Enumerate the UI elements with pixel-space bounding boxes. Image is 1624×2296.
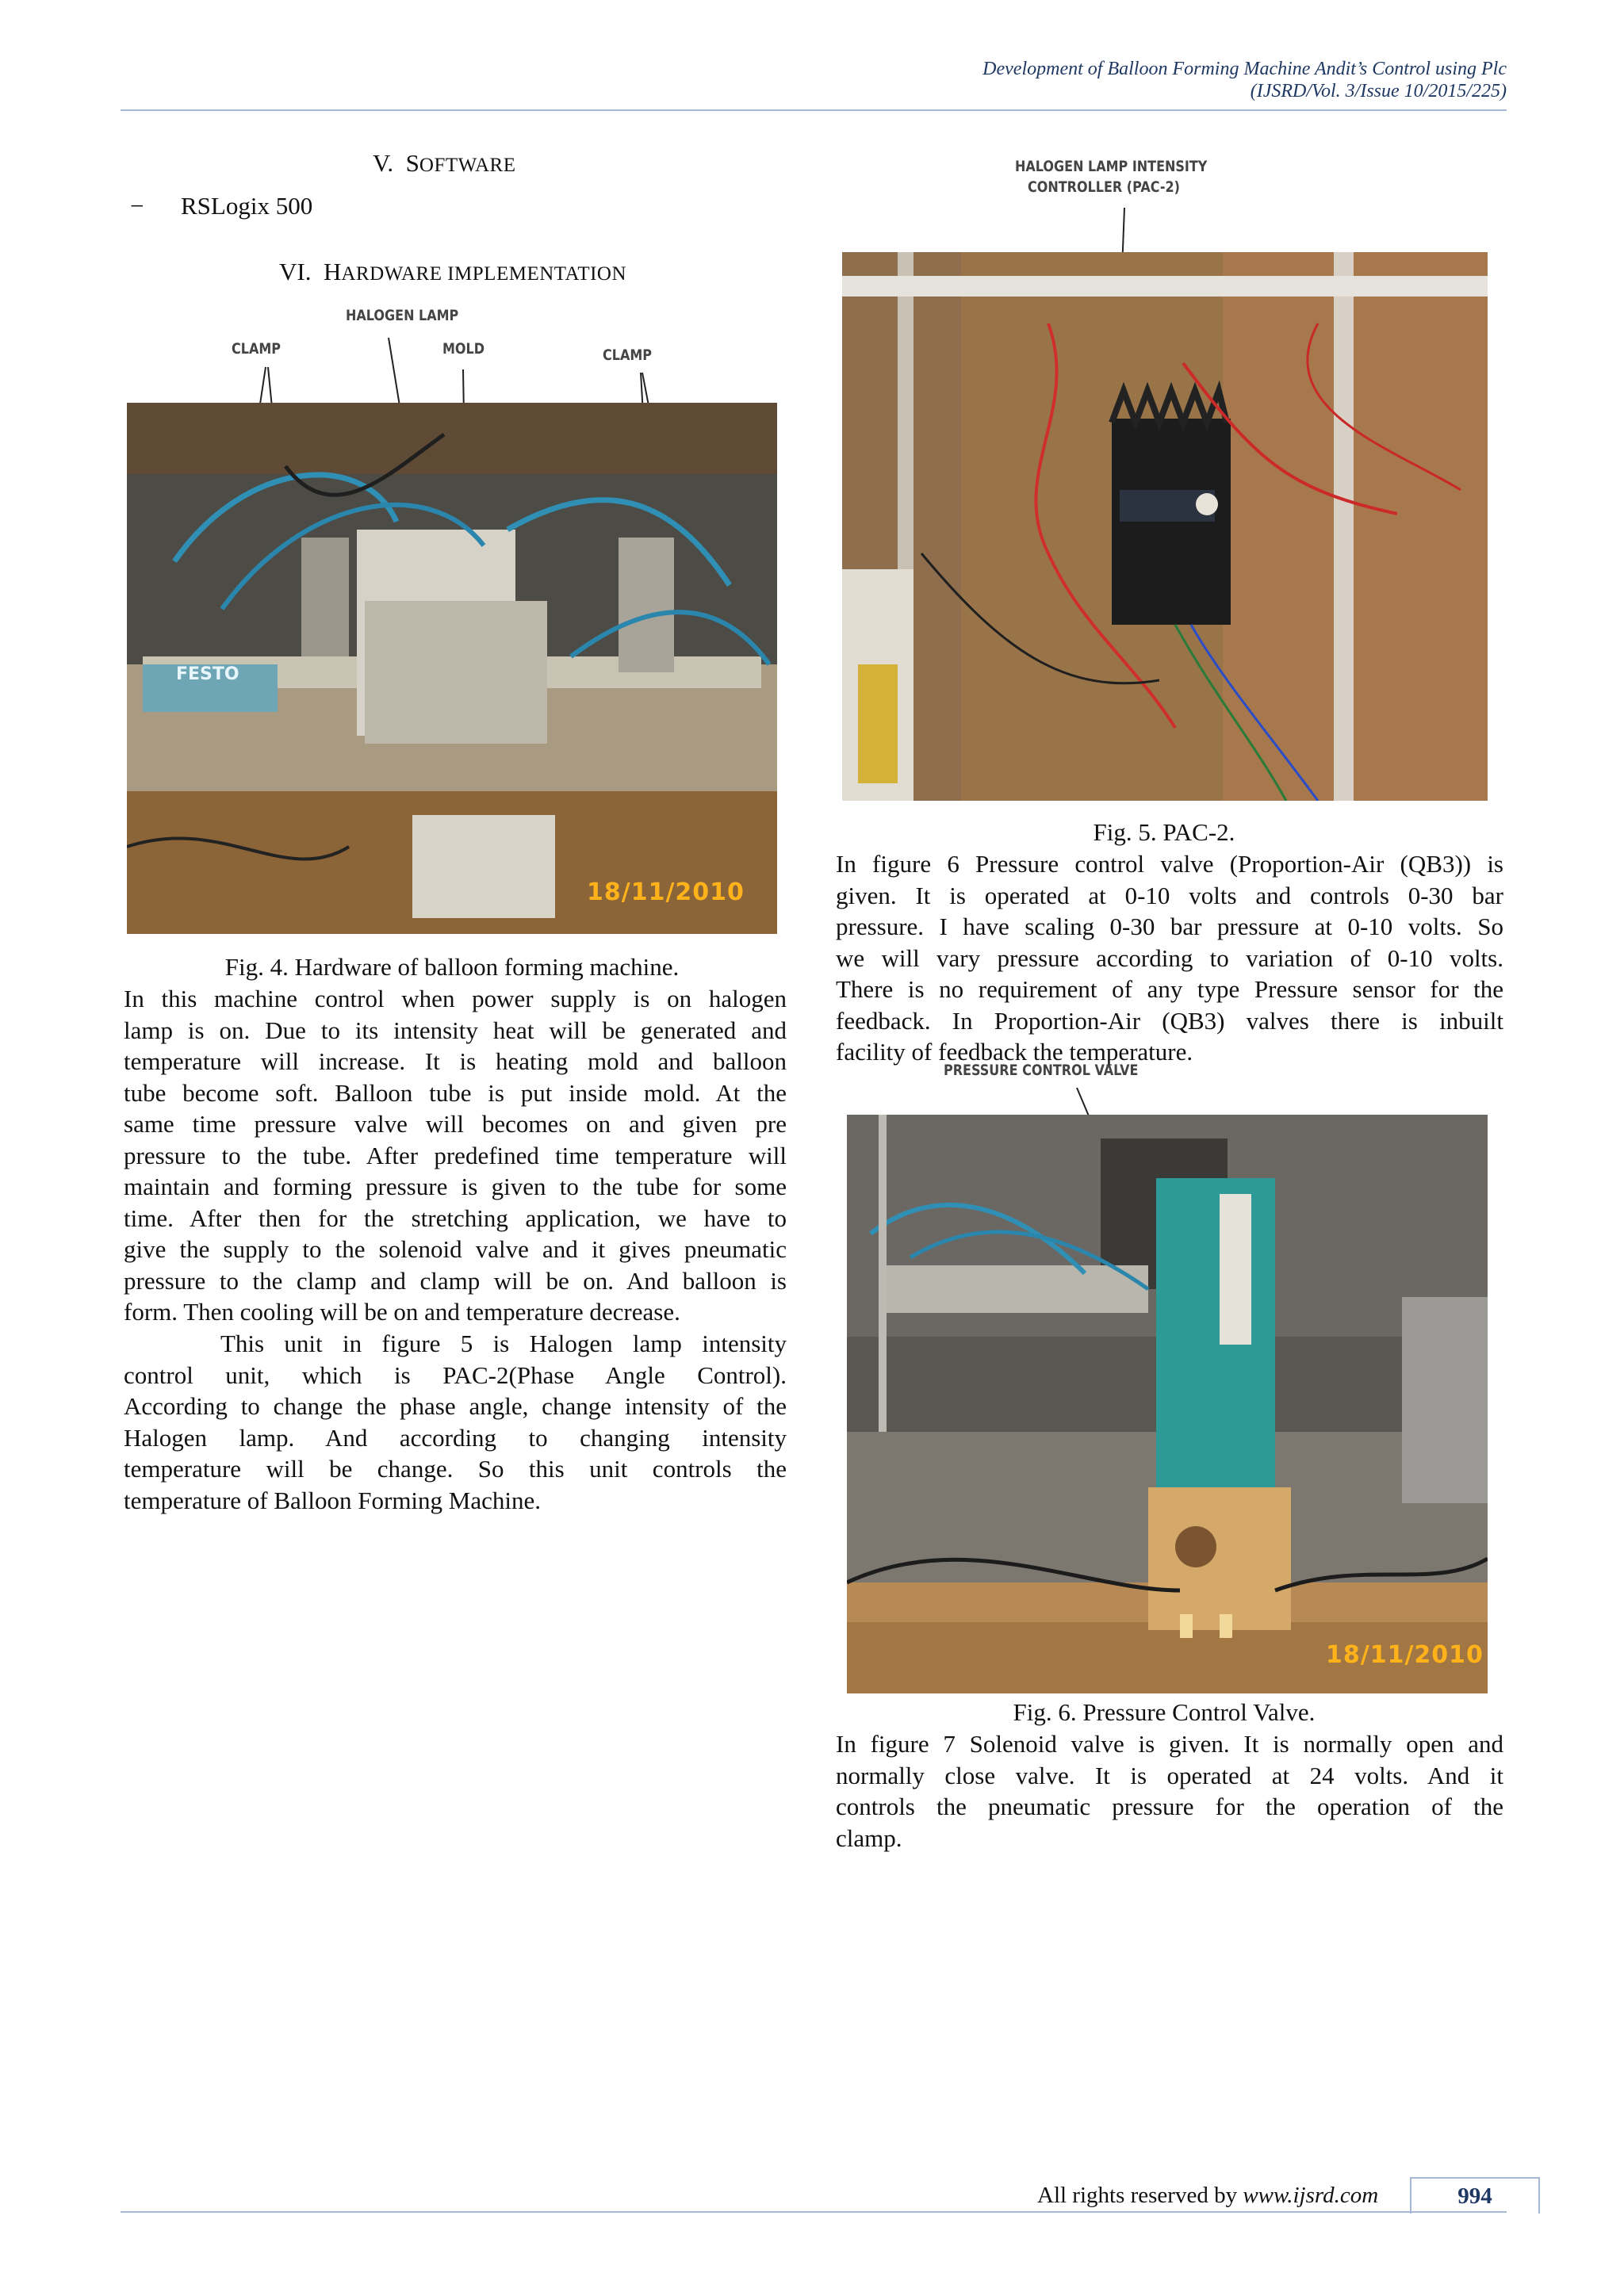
paragraph-halogen-unit xyxy=(124,1328,787,1516)
figure-4-caption: Fig. 4. Hardware of balloon forming machine. xyxy=(224,953,680,981)
figure-5 xyxy=(839,151,1489,801)
festo-label: FESTO xyxy=(176,664,239,684)
text-line: control unit, which is PAC-2(Phase Angle Control). xyxy=(124,1360,787,1389)
text-line: pressure to the tube. After predefined time temperature will xyxy=(124,1141,787,1169)
label-clamp-right: CLAMP xyxy=(603,346,652,364)
figure-6-caption: Fig. 6. Pressure Control Valve. xyxy=(1013,1698,1316,1726)
text-line: tube become soft. Balloon tube is put inside mold. At the xyxy=(124,1078,787,1107)
bullet-dash: − xyxy=(130,192,144,220)
text-line: In figure 6 Pressure control valve (Proportion-Air (QB3)) is xyxy=(836,850,1503,878)
label-clamp-left: CLAMP xyxy=(232,339,281,358)
text-line: temperature will be change. So this unit controls the xyxy=(124,1455,787,1483)
label-halogen-lamp: HALOGEN LAMP xyxy=(346,306,459,324)
text-line: There is no requirement of any type Pressure sensor for the xyxy=(836,975,1503,1003)
text-line: temperature will increase. It is heating mold and balloon xyxy=(124,1047,787,1075)
text-line: According to change the phase angle, change intensity of the xyxy=(124,1392,787,1420)
figure-4-date-stamp: 18/11/2010 xyxy=(587,878,745,906)
figure-5-caption: Fig. 5. PAC-2. xyxy=(1093,818,1235,846)
text-line: Halogen lamp. And according to changing intensity xyxy=(124,1423,787,1452)
bullet-item-rslogix: RSLogix 500 xyxy=(181,192,313,220)
text-line: clamp. xyxy=(836,1823,902,1852)
figure-5-photo xyxy=(842,252,1488,801)
text-line: form. Then cooling will be on and temperature decrease. xyxy=(124,1298,680,1326)
text-line: given. It is operated at 0-10 volts and controls 0-30 bar xyxy=(836,881,1503,909)
text-line: normally close valve. It is operated at 24 volts. And it xyxy=(836,1761,1503,1789)
figure-4 xyxy=(127,300,777,934)
label-intensity-controller-line2: CONTROLLER (PAC-2) xyxy=(1028,178,1180,196)
footer-site-link[interactable]: www.ijsrd.com xyxy=(1243,2183,1379,2208)
section-heading-software: V. SOFTWARE xyxy=(373,149,516,177)
footer-copyright: All rights reserved by www.ijsrd.com xyxy=(1037,2183,1379,2208)
running-header-citation: (IJSRD/Vol. 3/Issue 10/2015/225) xyxy=(1250,81,1507,101)
text-line: maintain and forming pressure is given to the tube for some xyxy=(124,1173,787,1200)
text-line: temperature of Balloon Forming Machine. xyxy=(124,1486,542,1514)
text-line: In this machine control when power supply is on halogen xyxy=(124,985,787,1012)
section-heading-hardware: VI. HARDWARE IMPLEMENTATION xyxy=(279,258,627,285)
text-line: pressure. I have scaling 0-30 bar pressure at 0-10 volts. So xyxy=(836,913,1503,940)
label-mold: MOLD xyxy=(442,339,485,358)
text-line: feedback. In Proportion-Air (QB3) valves there is inbuilt xyxy=(836,1006,1503,1035)
running-header-title: Development of Balloon Forming Machine Andit’s Control using Plc xyxy=(982,59,1507,79)
header-divider xyxy=(121,109,1507,111)
page-number: 994 xyxy=(1410,2177,1540,2214)
paragraph-machine-control xyxy=(124,983,787,1328)
text-line: controls the pneumatic pressure for the operation of the xyxy=(836,1793,1503,1820)
text-line: we will vary pressure according to variation of 0-10 volts. xyxy=(836,943,1503,972)
text-line: facility of feedback the temperature. xyxy=(836,1038,1193,1066)
text-line: time. After then for the stretching application, we have to xyxy=(124,1203,787,1232)
label-pressure-control-valve: PRESSURE CONTROL VALVE xyxy=(944,1061,1139,1079)
figure-5-photo-art xyxy=(842,252,1488,801)
text-line: lamp is on. Due to its intensity heat will be generated and xyxy=(124,1016,787,1044)
label-intensity-controller-line1: HALOGEN LAMP INTENSITY xyxy=(1015,157,1208,175)
text-line: This unit in figure 5 is Halogen lamp intensity xyxy=(220,1330,787,1357)
text-line: same time pressure valve will becomes on and given pre xyxy=(124,1110,787,1138)
footer-divider xyxy=(121,2211,1507,2213)
text-line: pressure to the clamp and clamp will be on. And balloon is xyxy=(124,1266,787,1295)
figure-6-photo-art xyxy=(847,1115,1488,1693)
text-line: give the supply to the solenoid valve and it gives pneumatic xyxy=(124,1235,787,1263)
figure-4-photo xyxy=(127,403,777,934)
figure-6-date-stamp: 18/11/2010 xyxy=(1326,1641,1484,1669)
figure-6-photo xyxy=(847,1115,1488,1693)
figure-6 xyxy=(839,1059,1489,1693)
text-line: In figure 7 Solenoid valve is given. It is normally open and xyxy=(836,1730,1503,1758)
paragraph-solenoid-valve xyxy=(836,1728,1503,1854)
paragraph-pressure-valve xyxy=(836,848,1503,1068)
